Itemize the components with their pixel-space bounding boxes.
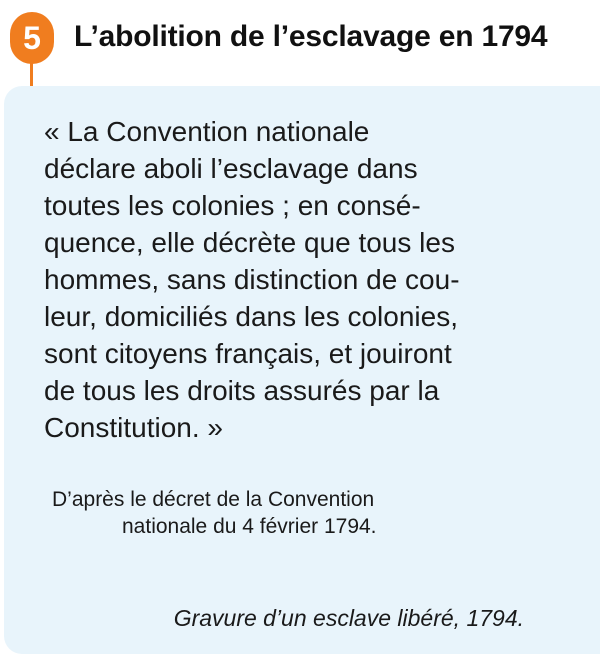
badge-connector-line [30, 62, 33, 86]
engraving-caption: Gravure d’un esclave libéré, 1794. [173, 605, 524, 631]
document-title: L’abolition de l’esclavage en 1794 [74, 20, 548, 53]
quote-source [52, 486, 472, 540]
source-line-1: D’après le décret de la Convention [52, 488, 375, 511]
source-line-2: nationale du 4 février 1794. [122, 515, 377, 538]
decree-quote: « La Convention nationale déclare aboli l’esclavage dans toutes les colonies ; en consé- quence, elle décrète que tous les hommes, sans distinction de cou- leur, domiciliés dans les colonies, sont citoyens français, et jouiront de tous les droits assurés par la Constitution. » [44, 116, 460, 443]
document-number-badge: 5 [10, 12, 54, 64]
